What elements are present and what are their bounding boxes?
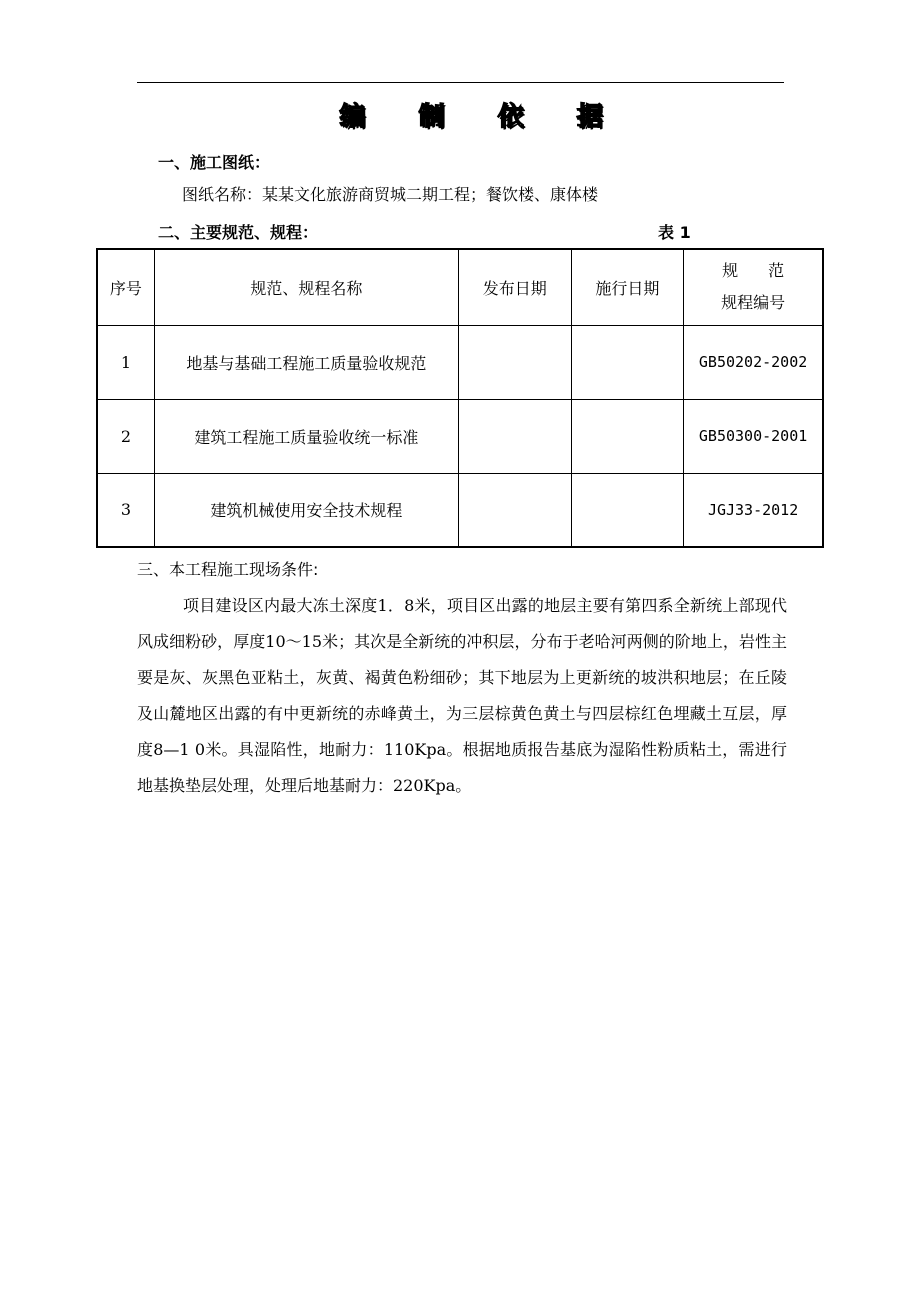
header-code-line2: 规程编号 — [721, 293, 786, 313]
header-name: 规范、规程名称 — [154, 249, 458, 325]
header-code — [684, 249, 823, 325]
row-no: 3 — [97, 473, 154, 547]
document-title: 编 制 依 据 — [339, 102, 625, 132]
section-heading-site-conditions: 三、本工程施工现场条件: — [137, 560, 319, 579]
row-name: 建筑机械使用安全技术规程 — [154, 473, 458, 547]
row-name: 建筑工程施工质量验收统一标准 — [154, 399, 458, 473]
section-heading-standards: 二、主要规范、规程： — [158, 223, 319, 242]
site-conditions-paragraph: 项目建设区内最大冻土深度1．8米，项目区出露的地层主要有第四系全新统上部现代风成细粉砂，厚度10～15米；其次是全新统的冲积层，分布于老哈河两侧的阶地上，岩性主要是灰、灰黑色亚粘土，灰黄、褐黄色粉细砂；其下地层为上更新统的坡洪积地层；在丘陵及山麓地区出露的有中更新统的赤峰黄土，为三层棕黄色黄土与四层棕红色埋藏土互层，厚度8—1 0米。具湿陷性，地耐力：110Kpa。根据地质报告基底为湿陷性粉质粘土，需进行地基换垫层处理，处理后地基耐力：220Kpa。 — [137, 596, 787, 795]
header-published: 发布日期 — [458, 249, 571, 325]
table-row — [97, 399, 823, 473]
header-rule — [137, 82, 784, 83]
table-row — [97, 325, 823, 399]
row-effective — [571, 399, 684, 473]
table-label: 表 1 — [658, 223, 691, 242]
row-code: GB50202-2002 — [684, 325, 823, 399]
row-no: 1 — [97, 325, 154, 399]
row-name: 地基与基础工程施工质量验收规范 — [154, 325, 458, 399]
row-published — [458, 399, 571, 473]
row-published — [458, 473, 571, 547]
table-row — [97, 473, 823, 547]
header-code-line1: 规范 — [722, 261, 815, 281]
row-code: JGJ33-2012 — [684, 473, 823, 547]
row-effective — [571, 325, 684, 399]
header-no: 序号 — [97, 249, 154, 325]
row-code: GB50300-2001 — [684, 399, 823, 473]
standards-table — [96, 248, 824, 548]
section-heading-drawings: 一、施工图纸： — [158, 153, 271, 172]
row-no: 2 — [97, 399, 154, 473]
row-published — [458, 325, 571, 399]
header-effective: 施行日期 — [571, 249, 684, 325]
drawing-name-line: 图纸名称：某某文化旅游商贸城二期工程；餐饮楼、康体楼 — [182, 185, 599, 204]
table-header-row — [97, 249, 823, 325]
row-effective — [571, 473, 684, 547]
